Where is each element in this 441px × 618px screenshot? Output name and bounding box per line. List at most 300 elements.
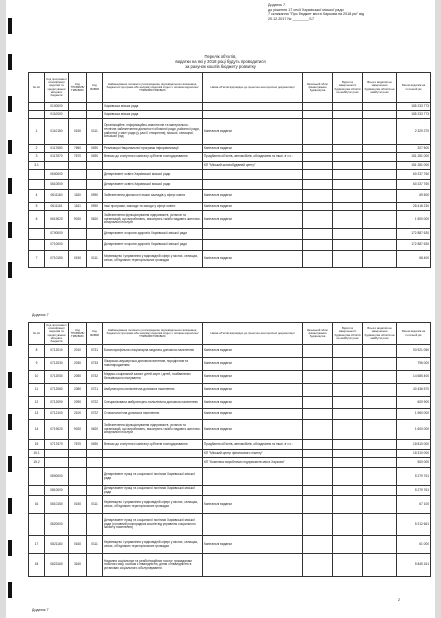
cell-empty — [363, 486, 397, 496]
cell-name: Стоматологічна допомога населенню — [103, 409, 203, 420]
cell-total: 61 000 — [397, 536, 431, 554]
cell-name: Департамент освіти Харківської міської ради — [103, 180, 203, 190]
cell-code — [45, 450, 69, 458]
cell-empty — [363, 554, 397, 577]
cell-code: 0712030 — [45, 358, 69, 371]
cell-no: 14 — [29, 420, 45, 440]
cell-tpk: 9020 — [69, 420, 87, 440]
cell-name: Харківська міська рада — [103, 111, 203, 119]
cell-code: 0600000 — [45, 170, 69, 180]
cell-code: 0611160 — [45, 190, 69, 203]
title-line: Перелік об'єктів, — [204, 54, 237, 59]
cell-fk — [87, 468, 103, 486]
cell-total: 68 400 — [397, 251, 431, 268]
cell-fk — [87, 103, 103, 111]
table-row — [29, 203, 431, 211]
cell-name: Реалізація Національної програми інформатизації — [103, 145, 203, 153]
cell-obj: КП "Міський центр фінансового лізингу" — [203, 450, 303, 458]
binder-mark — [8, 498, 12, 514]
cell-empty — [303, 468, 333, 486]
cell-tpk: 2080 — [69, 384, 87, 397]
cell-no — [29, 103, 45, 111]
cell-empty — [363, 162, 397, 170]
cell-empty — [333, 458, 363, 468]
cell-code: 0700000 — [45, 229, 69, 240]
cell-empty — [303, 103, 333, 111]
cell-total: 5 279 761 — [397, 468, 431, 486]
cell-total: 172 887 630 — [397, 240, 431, 251]
cell-total: 93 921 050 — [397, 345, 431, 358]
table-row — [29, 458, 431, 468]
table-row — [29, 251, 431, 268]
cell-empty — [303, 440, 333, 450]
cell-obj — [203, 170, 303, 180]
cell-fk — [87, 162, 103, 170]
cell-code: 0110000 — [45, 111, 69, 119]
cell-empty — [363, 111, 397, 119]
table-header-row — [29, 323, 431, 345]
cell-name: Департамент освіти Харківської міської ради — [103, 170, 203, 180]
cell-tpk: 0150 — [69, 251, 87, 268]
cell-empty — [303, 458, 333, 468]
table-row — [29, 153, 431, 162]
header-line: 20.12.2017 № ________/17 — [268, 16, 314, 21]
cell-fk: 0990 — [87, 203, 103, 211]
cell-total: 500 000 — [397, 458, 431, 468]
cell-no — [29, 240, 45, 251]
cell-empty — [363, 409, 397, 420]
cell-name: Харківська міська рада — [103, 103, 203, 111]
cell-tpk — [69, 229, 87, 240]
cell-tpk: 2050 — [69, 371, 87, 384]
cell-name: Департамент праці та соціальної політики Харківської міської ради — [103, 468, 203, 486]
cell-empty — [333, 229, 363, 240]
cell-tpk: 2090 — [69, 397, 87, 409]
cell-fk: 0732 — [87, 371, 103, 384]
cell-name — [103, 450, 203, 458]
cell-name: Амбулаторно-поліклінічна допомога населенню — [103, 384, 203, 397]
cell-name: Надання соціальних та реабілітаційних послуг громадянам похилого віку, особам з інвалідністю, дітям з інвалідністю в установах соціального обслуговування — [103, 554, 203, 577]
cell-empty — [303, 240, 333, 251]
cell-no — [29, 111, 45, 119]
cell-obj: Капітальні видатки — [203, 371, 303, 384]
cell-empty — [363, 229, 397, 240]
cell-fk: 0111 — [87, 536, 103, 554]
cell-code: 0717670 — [45, 440, 69, 450]
cell-tpk: 1161 — [69, 203, 87, 211]
cell-name: Забезпечення функціонування підприємств, установ та організацій, що виробляють, виконують та/або надають житлово-комунальні послуги — [103, 211, 203, 229]
binder-mark — [8, 582, 12, 598]
table-row — [29, 536, 431, 554]
cell-no: 4 — [29, 190, 45, 203]
table-row — [29, 190, 431, 203]
cell-tpk: 9020 — [69, 211, 87, 229]
cell-empty — [303, 119, 333, 145]
cell-empty — [303, 554, 333, 577]
cell-code: 0800000 — [45, 468, 69, 486]
objects-table-part2 — [28, 322, 431, 577]
cell-no — [29, 229, 45, 240]
cell-empty — [303, 170, 333, 180]
column-header: Найменування головного розпорядника, відповідального виконавця, бюджетної програми або напряму видатків згідно з типовою відомчою/ТПКВКМБ/ТКВКБМС — [103, 73, 203, 103]
column-header: Всього видатків на завершення будівництва об'єктів на майбутні роки — [363, 323, 397, 345]
cell-fk: 0111 — [87, 251, 103, 268]
title-line: за рахунок коштів бюджету розвитку — [185, 64, 256, 69]
cell-name: Забезпечення функціонування підприємств, установ та організацій, що виробляють, виконують та/або надають житлово-комунальні послуги — [103, 420, 203, 440]
cell-fk — [87, 486, 103, 496]
header-line: 7 скликання "Про бюджет міста Харкова на 2018 рік" від — [268, 12, 365, 17]
cell-obj: Капітальні видатки — [203, 397, 303, 409]
cell-fk: 0111 — [87, 119, 103, 145]
cell-no: 10 — [29, 371, 45, 384]
cell-tpk: 7670 — [69, 440, 87, 450]
cell-no: 3.1 — [29, 162, 45, 170]
cell-name: Керівництво і управління у відповідній сфері у містах, селищах, селах, об'єднаних територіальних громадах — [103, 251, 203, 268]
table-row — [29, 514, 431, 536]
cell-fk: 0490 — [87, 440, 103, 450]
cell-fk: 0490 — [87, 153, 103, 162]
cell-total: 151 281 000 — [397, 162, 431, 170]
cell-code — [45, 162, 69, 170]
cell-code: 0820000 — [45, 514, 69, 536]
cell-tpk — [69, 514, 87, 536]
cell-code: 0712080 — [45, 384, 69, 397]
cell-obj: Капітальні видатки — [203, 190, 303, 203]
cell-empty — [333, 358, 363, 371]
binder-mark — [8, 140, 12, 154]
cell-fk — [87, 450, 103, 458]
cell-no: 3 — [29, 153, 45, 162]
cell-obj: Капітальні видатки — [203, 211, 303, 229]
cell-no: 7 — [29, 251, 45, 268]
cell-code: 0712090 — [45, 397, 69, 409]
cell-tpk: 0160 — [69, 536, 87, 554]
page-number: 2 — [398, 598, 400, 602]
cell-empty — [333, 170, 363, 180]
table-row — [29, 450, 431, 458]
column-header: Код ФКВКБ — [87, 73, 103, 103]
cell-total: 796 000 — [397, 358, 431, 371]
cell-fk: 0733 — [87, 358, 103, 371]
cell-name: Департамент охорони здоров'я Харківської міської ради — [103, 240, 203, 251]
cell-fk: 0620 — [87, 420, 103, 440]
cell-total: 155 233 773 — [397, 111, 431, 119]
cell-empty — [363, 119, 397, 145]
column-header: Загальний обсяг фінансування будівництва — [303, 323, 333, 345]
cell-obj: Капітальні видатки — [203, 536, 303, 554]
cell-obj: Капітальні видатки — [203, 384, 303, 397]
cell-code: 0823160 — [45, 554, 69, 577]
cell-no: 15.2 — [29, 458, 45, 468]
cell-fk: 0990 — [87, 190, 103, 203]
binder-mark — [8, 18, 12, 34]
table-row — [29, 170, 431, 180]
column-header: Відсоток завершеності будівництва об'єктів на майбутні роки — [333, 323, 363, 345]
cell-empty — [363, 397, 397, 409]
cell-fk: 0620 — [87, 211, 103, 229]
table-row — [29, 371, 431, 384]
cell-name: Департамент охорони здоров'я Харківської міської ради — [103, 229, 203, 240]
cell-tpk: 3160 — [69, 554, 87, 577]
cell-code: 0810150 — [45, 496, 69, 514]
cell-empty — [303, 371, 333, 384]
cell-empty — [303, 450, 333, 458]
cell-name: Внески до статутного капіталу суб'єктів господарювання — [103, 153, 203, 162]
cell-total: 40 436 570 — [397, 384, 431, 397]
cell-empty — [333, 496, 363, 514]
cell-total: 1 500 000 — [397, 211, 431, 229]
column-header: Код ТПКВКМБ/ТКВКБМС — [69, 73, 87, 103]
cell-no: 2 — [29, 145, 45, 153]
cell-code: 0719020 — [45, 420, 69, 440]
cell-obj: Капітальні видатки — [203, 409, 303, 420]
cell-obj: Придбання об'єктів, автомобілів, обладнання та інше, в т.ч.: — [203, 153, 303, 162]
cell-tpk — [69, 468, 87, 486]
cell-code: 0110150 — [45, 119, 69, 145]
table-row — [29, 486, 431, 496]
cell-tpk — [69, 111, 87, 119]
cell-empty — [333, 486, 363, 496]
cell-empty — [363, 190, 397, 203]
cell-empty — [303, 496, 333, 514]
column-header: Загальний обсяг фінансування будівництва — [303, 73, 333, 103]
cell-empty — [303, 190, 333, 203]
cell-code: 0100000 — [45, 103, 69, 111]
cell-no — [29, 468, 45, 486]
cell-empty — [303, 514, 333, 536]
cell-fk — [87, 554, 103, 577]
cell-obj — [203, 468, 303, 486]
cell-code: 0117670 — [45, 153, 69, 162]
cell-tpk — [69, 103, 87, 111]
column-header: Разом видатків на поточний рік — [397, 323, 431, 345]
cell-no: 17 — [29, 536, 45, 554]
cell-code: 0810000 — [45, 486, 69, 496]
cell-code: 0712100 — [45, 409, 69, 420]
cell-fk: 0722 — [87, 397, 103, 409]
cell-fk: 0111 — [87, 496, 103, 514]
cell-empty — [363, 420, 397, 440]
header-line: Додаток 7 — [268, 3, 286, 7]
cell-empty — [363, 345, 397, 358]
cell-no — [29, 486, 45, 496]
cell-fk: 0721 — [87, 384, 103, 397]
cell-no — [29, 514, 45, 536]
cell-name: Спеціалізована амбулаторно-поліклінічна допомога населенню — [103, 397, 203, 409]
cell-empty — [363, 450, 397, 458]
cell-no: 13 — [29, 409, 45, 420]
cell-empty — [333, 397, 363, 409]
cell-obj: Капітальні видатки — [203, 345, 303, 358]
cell-code: 0610000 — [45, 180, 69, 190]
cell-empty — [363, 203, 397, 211]
cell-obj: КП "Комплекс виробничих підприємств міста Харкова" — [203, 458, 303, 468]
cell-total: 28 418 230 — [397, 203, 431, 211]
cell-no: 8 — [29, 345, 45, 358]
cell-empty — [363, 170, 397, 180]
cell-fk: 0722 — [87, 409, 103, 420]
cell-fk — [87, 514, 103, 536]
cell-fk — [87, 240, 103, 251]
cell-empty — [303, 251, 333, 268]
cell-empty — [303, 358, 333, 371]
cell-empty — [363, 514, 397, 536]
binder-mark — [8, 222, 12, 238]
cell-total: 18 310 000 — [397, 450, 431, 458]
table-row — [29, 180, 431, 190]
binder-mark — [8, 96, 12, 112]
cell-no: 15 — [29, 440, 45, 450]
column-header: Код програмної класифікації видатків та кредитування місцевих бюджетів — [46, 323, 67, 343]
cell-empty — [303, 397, 333, 409]
cell-no — [29, 180, 45, 190]
cell-obj: Капітальні видатки — [203, 203, 303, 211]
cell-obj — [203, 103, 303, 111]
title-line: видатки на які у 2018 році будуть проводитися — [175, 59, 266, 64]
cell-empty — [333, 111, 363, 119]
cell-empty — [303, 345, 333, 358]
cell-total: 14 685 400 — [397, 371, 431, 384]
cell-empty — [303, 162, 333, 170]
cell-empty — [333, 251, 363, 268]
cell-total: 60 237 760 — [397, 170, 431, 180]
binder-mark — [8, 262, 12, 278]
cell-fk — [87, 111, 103, 119]
cell-tpk: 0150 — [69, 496, 87, 514]
cell-fk — [87, 180, 103, 190]
cell-code: 0117650 — [45, 145, 69, 153]
cell-tpk: 1160 — [69, 190, 87, 203]
cell-empty — [333, 440, 363, 450]
cell-total: 172 887 630 — [397, 229, 431, 240]
cell-total: 5 845 161 — [397, 554, 431, 577]
cell-empty — [363, 153, 397, 162]
cell-name: Організаційне, інформаційно-аналітичне та матеріально-технічне забезпечення діяльності обласної ради, районної ради, районної у місті ради (у разі її створення), міської, селищної, сільської рад — [103, 119, 203, 145]
cell-empty — [363, 458, 397, 468]
cell-obj — [203, 486, 303, 496]
cell-empty — [333, 514, 363, 536]
cell-tpk — [69, 458, 87, 468]
cell-no: 5 — [29, 203, 45, 211]
page-footer: Додаток 7 — [32, 313, 49, 317]
cell-code: 0611161 — [45, 203, 69, 211]
cell-code — [45, 458, 69, 468]
cell-empty — [333, 371, 363, 384]
cell-name — [103, 458, 203, 468]
cell-total: 5 279 761 — [397, 486, 431, 496]
cell-empty — [363, 180, 397, 190]
binder-mark — [8, 414, 12, 430]
cell-empty — [363, 145, 397, 153]
table-row — [29, 162, 431, 170]
table-row — [29, 440, 431, 450]
cell-fk: 0731 — [87, 345, 103, 358]
cell-name: Багатопрофільна стаціонарна медична допомога населенню — [103, 345, 203, 358]
cell-no — [29, 170, 45, 180]
cell-tpk — [69, 170, 87, 180]
cell-name: Інші програми, заклади та заходи у сфері освіти — [103, 203, 203, 211]
cell-total: 5 212 661 — [397, 514, 431, 536]
table-row — [29, 468, 431, 486]
cell-empty — [333, 153, 363, 162]
cell-empty — [363, 358, 397, 371]
cell-tpk: 2100 — [69, 409, 87, 420]
table-row — [29, 119, 431, 145]
cell-tpk: 2030 — [69, 358, 87, 371]
column-header: № з/п — [29, 73, 45, 103]
table-row — [29, 397, 431, 409]
cell-empty — [303, 145, 333, 153]
table-header-row — [29, 73, 431, 103]
cell-total: 69 500 — [397, 190, 431, 203]
cell-empty — [303, 211, 333, 229]
table-row — [29, 554, 431, 577]
cell-no: 1 — [29, 119, 45, 145]
table-row — [29, 420, 431, 440]
table-row — [29, 358, 431, 371]
cell-obj: КП "Міський шляхобудівний центр" — [203, 162, 303, 170]
cell-empty — [333, 420, 363, 440]
cell-empty — [333, 450, 363, 458]
cell-obj — [203, 514, 303, 536]
cell-no: 9 — [29, 358, 45, 371]
cell-tpk — [69, 240, 87, 251]
table-row — [29, 229, 431, 240]
cell-name: Керівництво і управління у відповідній сфері у містах, селищах, селах, об'єднаних територіальних громадах — [103, 536, 203, 554]
cell-empty — [363, 371, 397, 384]
cell-name: Лікарсько-акушерська допомога вагітним, породіллям та новонародженим — [103, 358, 203, 371]
cell-code: 0619020 — [45, 211, 69, 229]
column-header: Найменування головного розпорядника, відповідального виконавця, бюджетної програми або напряму видатків згідно з типовою відомчою/ТПКВКМБ/ТКВКБМС — [103, 323, 203, 345]
cell-tpk — [69, 162, 87, 170]
table-row — [29, 240, 431, 251]
cell-name — [103, 162, 203, 170]
cell-code: 0712050 — [45, 371, 69, 384]
cell-total: 609 900 — [397, 397, 431, 409]
cell-empty — [303, 384, 333, 397]
table-row — [29, 384, 431, 397]
header-line: до рішення 17 сесії Харківської міської ради — [268, 7, 344, 12]
column-header: Назва об'єктів відповідно до проектно-кошторисної документації — [203, 323, 303, 345]
column-header: Всього видатків на завершення будівництва об'єктів на майбутні роки — [363, 73, 397, 103]
cell-empty — [333, 145, 363, 153]
cell-tpk: 7650 — [69, 145, 87, 153]
cell-obj: Придбання об'єктів, автомобілів, обладнання та інше, в т.ч.: — [203, 440, 303, 450]
cell-empty — [333, 554, 363, 577]
cell-empty — [303, 409, 333, 420]
cell-no: 16 — [29, 496, 45, 514]
cell-name: Внески до статутного капіталу суб'єктів господарювання — [103, 440, 203, 450]
cell-tpk: 2010 — [69, 345, 87, 358]
cell-empty — [333, 180, 363, 190]
cell-empty — [363, 536, 397, 554]
cell-obj — [203, 229, 303, 240]
cell-total: 67 100 — [397, 496, 431, 514]
cell-fk — [87, 458, 103, 468]
binder-mark — [8, 178, 12, 194]
cell-obj — [203, 111, 303, 119]
cell-no: 18 — [29, 554, 45, 577]
cell-obj: Капітальні видатки — [203, 251, 303, 268]
column-header: Код ТПКВКМБ/ТКВКБМС — [69, 323, 87, 345]
binder-mark — [8, 372, 12, 388]
column-header: Разом видатків на поточний рік — [397, 73, 431, 103]
cell-obj: Капітальні видатки — [203, 145, 303, 153]
column-header: Код ФКВКБ — [87, 323, 103, 345]
cell-total: 1 960 000 — [397, 409, 431, 420]
cell-code: 0821160 — [45, 536, 69, 554]
cell-total: 2 329 270 — [397, 119, 431, 145]
